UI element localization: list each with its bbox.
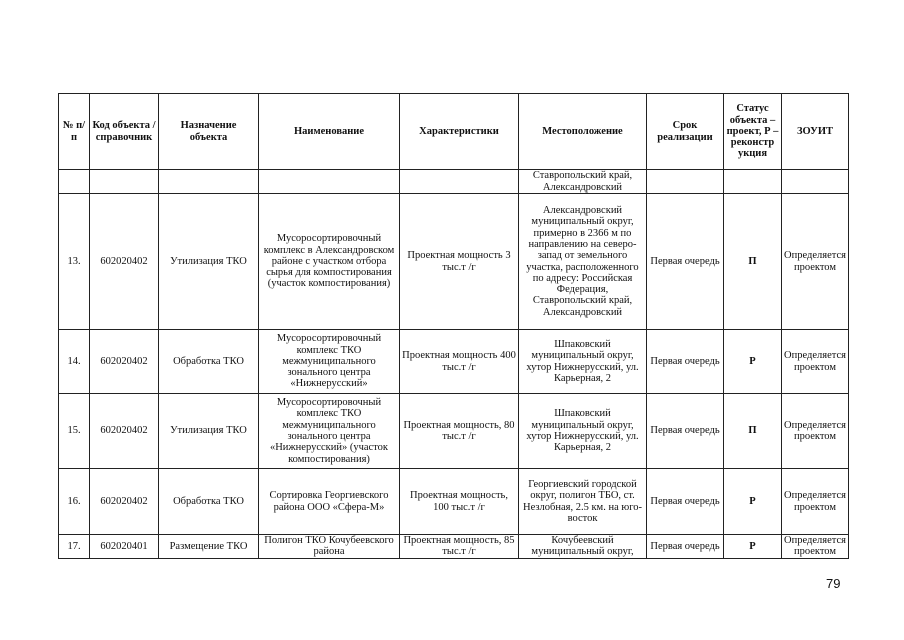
cell-zouit: Определяется проектом [782, 469, 849, 535]
cell-location: Шпаковский муниципальный округ, хутор Нижнерусский, ул. Карьерная, 2 [519, 394, 647, 469]
cell-name: Мусоросортировочный комплекс ТКО межмуниципального зонального центра «Нижнерусский» [259, 330, 400, 394]
cell-purpose: Утилизация ТКО [159, 194, 259, 330]
table-row-continuation [59, 170, 849, 194]
table-header-row [59, 94, 849, 170]
cell-characteristics: Проектная мощность, 100 тыс.т /г [400, 469, 519, 535]
cell-code: 602020402 [90, 394, 159, 469]
cell-term: Первая очередь [647, 469, 724, 535]
header-location: Местоположение [519, 94, 647, 170]
cell-num: 14. [59, 330, 90, 394]
cell-term: Первая очередь [647, 330, 724, 394]
cell-location: Кочубеевский муниципальный округ, [519, 535, 647, 559]
cell-purpose: Обработка ТКО [159, 469, 259, 535]
table-row [59, 330, 849, 394]
cell-purpose: Обработка ТКО [159, 330, 259, 394]
cell-location: Александровский муниципальный округ, примерно в 2366 м по направлению на северо-запад от земельного участка, расположенного по адресу: Российская Федерация, Ставропольский край, Александровский [519, 194, 647, 330]
header-status: Статус объекта – проект, Р – реконстр укция [724, 94, 782, 170]
cell-characteristics: Проектная мощность, 80 тыс.т /г [400, 394, 519, 469]
cell-status: П [724, 394, 782, 469]
table-row [59, 535, 849, 559]
header-num: № п/п [59, 94, 90, 170]
cell-purpose: Утилизация ТКО [159, 394, 259, 469]
cell-status: Р [724, 469, 782, 535]
header-term: Срок реализации [647, 94, 724, 170]
cell-zouit: Определяется проектом [782, 330, 849, 394]
cell-zouit: Определяется проектом [782, 394, 849, 469]
header-code: Код объекта / справочник [90, 94, 159, 170]
cell-num: 17. [59, 535, 90, 559]
cell-term: Первая очередь [647, 535, 724, 559]
table-row [59, 394, 849, 469]
cell-characteristics: Проектная мощность, 85 тыс.т /г [400, 535, 519, 559]
cell-characteristics: Проектная мощность 3 тыс.т /г [400, 194, 519, 330]
cell-num: 15. [59, 394, 90, 469]
table-row [59, 194, 849, 330]
cell-purpose: Размещение ТКО [159, 535, 259, 559]
cell-status: П [724, 194, 782, 330]
page-number: 79 [826, 576, 841, 591]
cell-status: Р [724, 535, 782, 559]
header-characteristics: Характеристики [400, 94, 519, 170]
cell-location: Шпаковский муниципальный округ, хутор Нижнерусский, ул. Карьерная, 2 [519, 330, 647, 394]
cell-name: Сортировка Георгиевского района ООО «Сфера-М» [259, 469, 400, 535]
cell-location: Ставропольский край, Александровский [519, 170, 647, 194]
header-name: Наименование [259, 94, 400, 170]
cell-zouit: Определяется проектом [782, 535, 849, 559]
cell-term: Первая очередь [647, 194, 724, 330]
cell-status: Р [724, 330, 782, 394]
cell-zouit: Определяется проектом [782, 194, 849, 330]
header-zouit: ЗОУИТ [782, 94, 849, 170]
header-purpose: Назначение объекта [159, 94, 259, 170]
cell-name: Полигон ТКО Кочубеевского района [259, 535, 400, 559]
cell-name: Мусоросортировочный комплекс в Александровском районе с участком отбора сырья для компостирования (участок компостирования) [259, 194, 400, 330]
objects-table [58, 93, 849, 559]
cell-name: Мусоросортировочный комплекс ТКО межмуниципального зонального центра «Нижнерусский» (участок компостирования) [259, 394, 400, 469]
table-row [59, 469, 849, 535]
cell-characteristics: Проектная мощность 400 тыс.т /г [400, 330, 519, 394]
cell-term: Первая очередь [647, 394, 724, 469]
cell-code: 602020402 [90, 469, 159, 535]
cell-num: 13. [59, 194, 90, 330]
cell-location: Георгиевский городской округ, полигон ТБО, ст. Незлобная, 2.5 км. на юго-восток [519, 469, 647, 535]
cell-num: 16. [59, 469, 90, 535]
cell-code: 602020402 [90, 330, 159, 394]
cell-code: 602020402 [90, 194, 159, 330]
cell-code: 602020401 [90, 535, 159, 559]
